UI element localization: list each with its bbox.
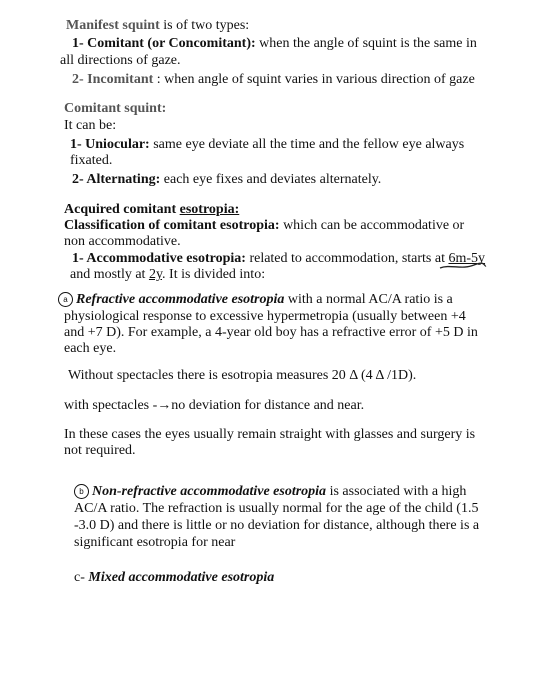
cases-line-b: not required.: [64, 443, 136, 458]
accommodative-age-peak: 2y: [148, 267, 163, 282]
manifest-item1-text-a: when the angle of squint is the same in: [259, 36, 477, 51]
handwritten-marker-b: b: [74, 484, 89, 499]
manifest-title-line: [66, 18, 249, 34]
comitant-item2-text: each eye fixes and deviates alternately.: [163, 172, 382, 187]
accommodative-label: 1- Accommodative esotropia:: [72, 251, 246, 266]
refractive-line3: and +7 D). For example, a 4-year old boy has a refractive error of +5 D in: [64, 325, 478, 340]
mixed-line: [74, 570, 274, 586]
accommodative-cont: [70, 267, 265, 283]
refractive-line1: [58, 292, 453, 308]
refractive-line1-rest: with a normal AC/A ratio is a: [287, 292, 453, 307]
nonrefractive-line4: significant esotropia for near: [74, 535, 236, 550]
accommodative-text-c: . It is divided into:: [162, 267, 266, 282]
comitant-item1-line: [70, 137, 464, 153]
manifest-item2-text: : when angle of squint varies in various direction of gaze: [156, 72, 475, 87]
accommodative-text-a: related to accommodation, starts at: [249, 251, 445, 266]
handwritten-marker-a: a: [58, 292, 73, 307]
classification-label: Classification of comitant esotropia:: [64, 218, 280, 233]
comitant-item2-label: 2- Alternating:: [72, 172, 161, 187]
accommodative-age-range: 6m-5y: [448, 251, 486, 266]
acquired-title-b: esotropia:: [179, 202, 240, 217]
nonrefractive-title: Non-refractive accommodative esotropia: [92, 484, 327, 499]
nonrefractive-line2: AC/A ratio. The refraction is usually normal for the age of the child (1.5: [74, 501, 479, 516]
classification-text-a: which can be accommodative or: [283, 218, 465, 233]
mixed-title: Mixed accommodative esotropia: [88, 570, 275, 585]
accommodative-line: [72, 251, 485, 267]
comitant-item1-cont: fixated.: [70, 153, 113, 168]
acquired-title-line: [64, 202, 239, 218]
acquired-title-a: Acquired comitant: [64, 202, 177, 217]
comitant-item1-text-a: same eye deviate all the time and the fellow eye always: [153, 137, 465, 152]
comitant-intro: It can be:: [64, 118, 117, 133]
handwritten-underline-mark: [438, 262, 488, 272]
comitant-item1-label: 1- Uniocular:: [70, 137, 150, 152]
manifest-item1-cont: all directions of gaze.: [60, 53, 181, 68]
mixed-prefix: c-: [74, 570, 85, 585]
nonrefractive-line1-rest: is associated with a high: [329, 484, 467, 499]
comitant-item2-line: [72, 172, 381, 188]
nonrefractive-line1: [74, 484, 466, 500]
manifest-item1-label: 1- Comitant (or Concomitant):: [72, 36, 256, 51]
accommodative-text-b: and mostly at: [70, 267, 146, 282]
classification-line: [64, 218, 464, 234]
manifest-item2-line: [72, 72, 475, 88]
refractive-title: Refractive accommodative esotropia: [76, 292, 285, 307]
manifest-title-rest: is of two types:: [163, 18, 250, 33]
classification-cont: non accommodative.: [64, 234, 181, 249]
comitant-title: Comitant squint:: [64, 101, 167, 116]
manifest-item2-label: 2- Incomitant: [72, 72, 154, 87]
refractive-line2: physiological response to excessive hypermetropia (usually between +4: [64, 309, 466, 324]
cases-line-a: In these cases the eyes usually remain straight with glasses and surgery is: [64, 427, 476, 442]
nonrefractive-line3: -3.0 D) and there is little or no deviation for distance, although there is a: [74, 518, 480, 533]
without-spectacles: Without spectacles there is esotropia measures 20 Δ (4 Δ /1D).: [68, 368, 417, 383]
manifest-item1-line: [72, 36, 477, 52]
refractive-line4: each eye.: [64, 341, 117, 356]
with-spectacles: with spectacles -→no deviation for distance and near.: [64, 398, 365, 413]
manifest-title: Manifest squint: [66, 18, 160, 33]
